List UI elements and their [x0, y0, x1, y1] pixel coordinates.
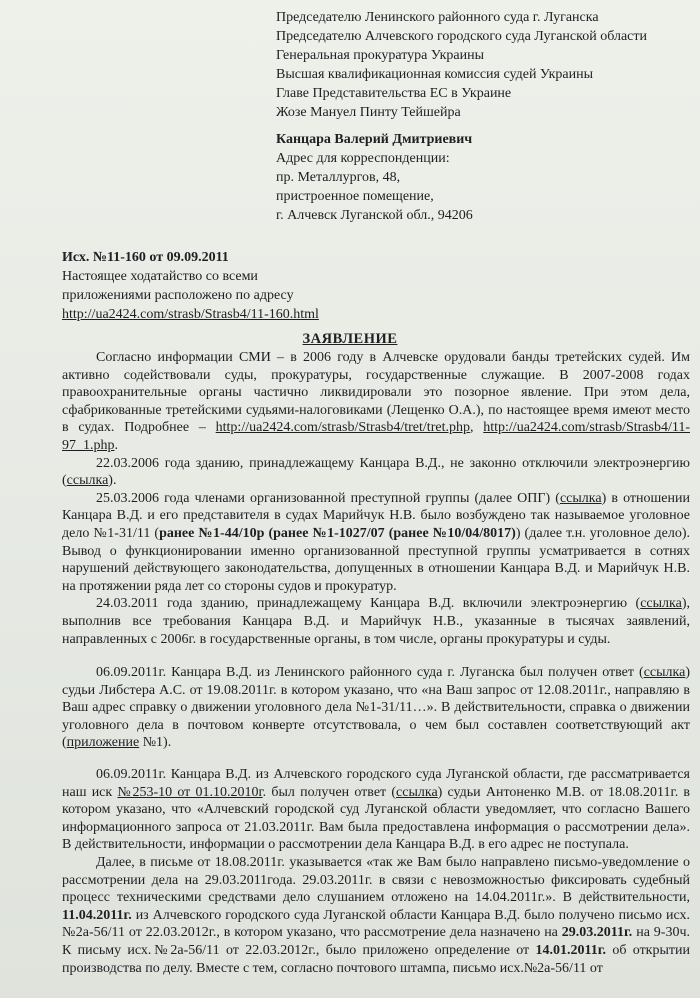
reference-link[interactable]: ссылка: [559, 490, 602, 506]
address-street: пр. Металлургов, 48,: [276, 170, 401, 185]
reference-link[interactable]: ссылка: [66, 473, 109, 489]
reference-link[interactable]: ссылка: [396, 784, 438, 800]
paragraph-2: [62, 455, 690, 490]
outgoing-ref-block: [62, 248, 482, 324]
paragraph-text: ), выполнив все требования Канцара В.Д. и Марийчук Н.В., указанные в тысячах заявлений, направленных с 2006г. в государственные органы, в том числе, органы прокуратуры и суды.: [62, 596, 690, 647]
address-building: пристроенное помещение,: [276, 189, 434, 204]
claim-link[interactable]: №253-10 от 01.10.2010г: [117, 784, 263, 800]
paragraph-text: из Алчевского городского суда Луганской области Канцара В.Д. было получено письмо исх.№2а-56/11 от 22.03.2012г., в котором указано, что рассмотрение дела назначено на: [62, 907, 690, 941]
paragraph-text: ) в отношении Канцара В.Д. и его представителя в судах Марийчук Н.В. было возбуждено так называемое уголовное дело №1-31/11 (: [62, 490, 691, 541]
paragraph-6: [62, 766, 690, 854]
case-numbers: ранее №1-44/10р (ранее №1-1027/07 (ранее №10/04/8017): [159, 525, 516, 541]
paragraph-text: . был получен ответ (: [262, 784, 397, 800]
paragraph-3: [62, 490, 690, 596]
paren: (: [62, 473, 67, 489]
paragraph-text: ) (далее т.н. уголовное дело). Вывод о функционировании именно организованной преступной группы усматривается в сотнях нарушений действующего законодательства, допущенных в отношении Канцара В.Д. и Марийчук Н.В. на протяжении ряда лет со стороны судов и прокуратур.: [62, 525, 690, 594]
paragraph-text: на 9-30ч. К письму исх.№2а-56/11 от 22.03.2012г., было приложено определение от: [62, 925, 690, 958]
paragraph-text: ) судьи Либстера А.С. от 19.08.2011г. в котором указано, что «на Ваш запрос от 12.08.2011г., направляю в Ваш адрес справку о движении уголовного дела №1-31/11…». В действительности, справка о движении уголовного дела в почтовом конверте отсутствовала, о чем был составлен соответствующий акт (: [62, 665, 690, 751]
sender-name: Канцара Валерий Дмитриевич: [276, 132, 473, 147]
document-title: ЗАЯВЛЕНИЕ: [302, 331, 398, 347]
outgoing-number: Исх. №11-160 от 09.09.2011: [62, 250, 229, 265]
paragraph-text: об открытии производства по делу. Вместе с тем, согласно почтового штампа, письмо исх.№2а-56/11 от: [62, 943, 690, 976]
recipients-block: [276, 8, 696, 122]
recipient-line: Главе Представительства ЕС в Украине: [276, 86, 512, 101]
paragraph-text: 22.03.2006 года зданию, принадлежащему Канцара В.Д., не законно отключили электроэнергию: [96, 455, 690, 471]
paragraph-text: 06.09.2011г. Канцара В.Д. из Алчевского городского суда Луганской области, где рассматривается наш иск: [62, 767, 690, 800]
address-label: Адрес для корреспонденции:: [276, 151, 450, 166]
paragraph-text: №1).: [139, 735, 172, 751]
outgoing-note-line: приложениями расположено по адресу: [62, 288, 294, 303]
outgoing-note-line: Настоящее ходатайство со всеми: [62, 269, 258, 284]
document-body: [62, 349, 690, 977]
tret-link[interactable]: http://ua2424.com/strasb/Strasb4/tret/tret.php: [215, 420, 470, 436]
paragraph-text: 25.03.2006 года членами организованной преступной группы (далее ОПГ) (: [96, 490, 560, 506]
bold-date: 29.03.2011г.: [561, 925, 633, 941]
appendix-link[interactable]: приложение: [66, 735, 140, 751]
paragraph-1: [62, 349, 690, 455]
paragraph-text: ) судьи Антоненко М.В. от 18.08.2011г. в котором указано, что «Алчевский городской суд Луганской области уведомляет, что согласно Вашего информационного запроса от 21.03.2011г. Вам была предоставлена информация о рассмотрении дела». В действительности, информации о рассмотрении дела Канцара В.Д. в его адрес не поступала.: [62, 784, 691, 853]
address-city: г. Алчевск Луганской обл., 94206: [276, 208, 473, 223]
outgoing-url-link[interactable]: http://ua2424.com/strasb/Strasb4/11-160.html: [62, 307, 319, 322]
paragraph-end: .: [114, 437, 118, 453]
paragraph-text: Согласно информации СМИ – в 2006 году в Алчевске орудовали банды третейских судей. Им активно содействовали суды, прокуратуры, государственные служащие. В 2007-2008 годах правоохранительные органы частично ликвидировали это позорное явление. При этом дела, сфабрикованные третейскими судьями-налоговиками (Лещенко О.А.), по настоящее время имеют место в судах. Подробнее –: [62, 350, 690, 436]
recipient-line: Высшая квалификационная комиссия судей Украины: [276, 67, 594, 82]
paragraph-text: 06.09.2011г. Канцара В.Д. из Ленинского районного суда г. Луганска был получен ответ (: [96, 665, 644, 681]
paren: ).: [108, 473, 117, 489]
separator: ,: [469, 420, 474, 436]
recipient-line: Председателю Алчевского городского суда Луганской области: [276, 29, 647, 44]
paragraph-text: 24.03.2011 года зданию, принадлежащему Канцара В.Д. включили электроэнергию (: [96, 596, 641, 612]
bold-date: 11.04.2011г.: [62, 907, 132, 923]
recipient-line: Жозе Мануел Пинту Тейшейра: [276, 105, 461, 120]
recipient-line: Председателю Ленинского районного суда г. Луганска: [276, 10, 599, 25]
bold-date: 14.01.2011г.: [535, 943, 606, 958]
reference-link[interactable]: ссылка: [643, 665, 686, 681]
strasb-11-97-link[interactable]: http://ua2424.com/strasb/Strasb4/11-97_1.php: [62, 420, 690, 453]
sender-block: [276, 130, 696, 225]
paragraph-5: [62, 664, 690, 752]
paragraph-7: [62, 854, 690, 977]
paragraph-text: Далее, в письме от 18.08.2011г. указывается «так же Вам было направлено письмо-уведомление о рассмотрении дела на 29.03.2011года. 29.03.2011г. в связи с невозможностью фиксировать судебный процесс техническими средствами дело слушанием отложено на 14.04.2011г.». В действительности,: [62, 855, 690, 906]
reference-link[interactable]: ссылка: [640, 596, 682, 612]
recipient-line: Генеральная прокуратура Украины: [276, 48, 484, 63]
paragraph-4: [62, 595, 690, 648]
